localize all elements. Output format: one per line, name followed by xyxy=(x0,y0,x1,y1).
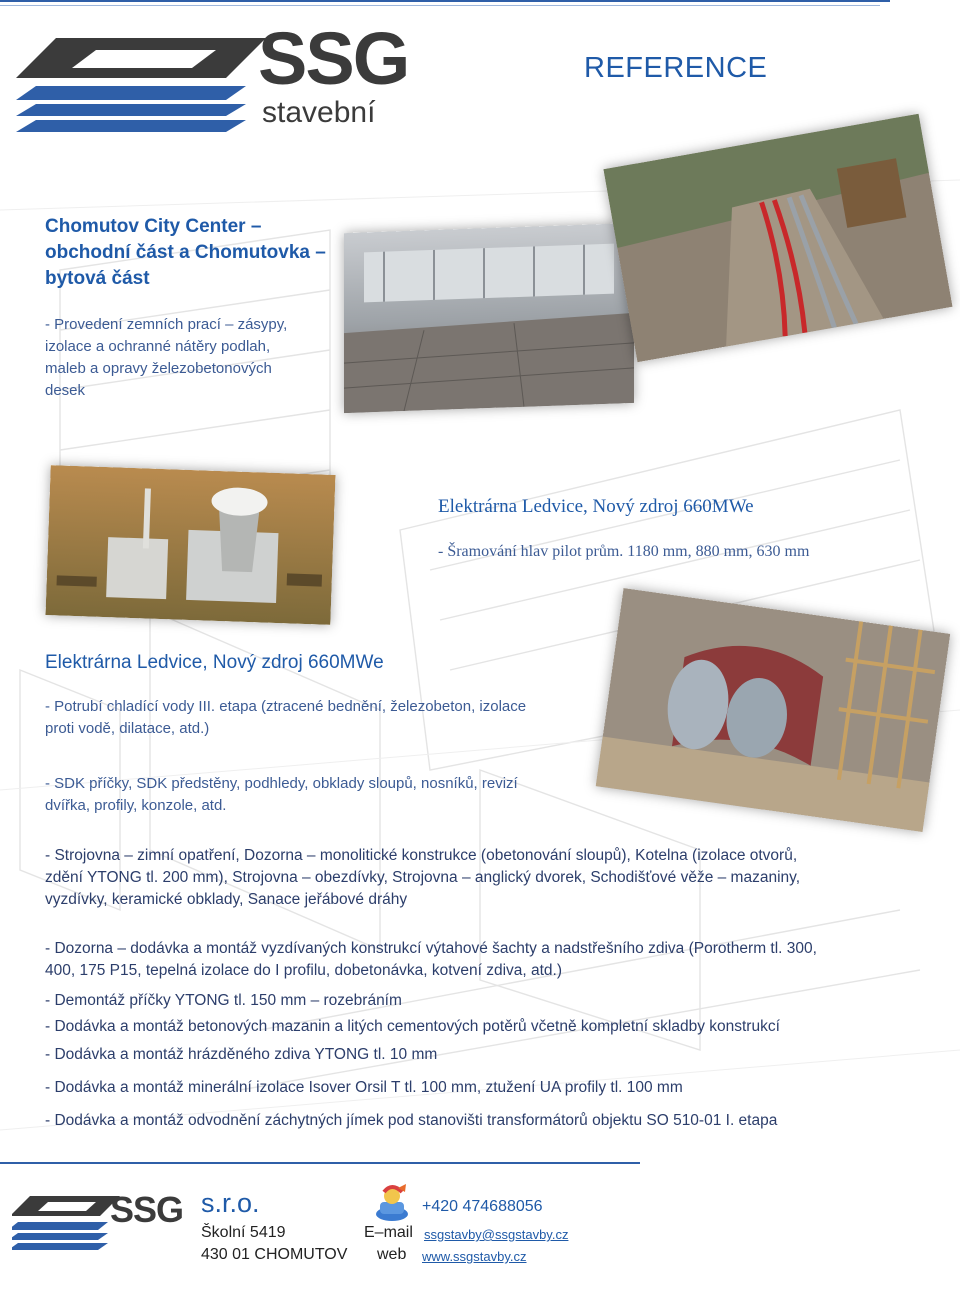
footer-web-label: web xyxy=(377,1246,407,1263)
header-rule-thin xyxy=(0,5,880,6)
section2-title: Elektrárna Ledvice, Nový zdroj 660MWe xyxy=(438,496,754,517)
footer-rule xyxy=(0,1162,640,1164)
section1-text-line: izolace a ochranné nátěry podlah, xyxy=(45,338,271,355)
section3-line: - Potrubí chladící vody III. etapa (ztracené bednění, železobeton, izolace xyxy=(45,698,527,715)
list-item: - Dozorna – dodávka a montáž vyzdívaných konstrukcí výtahové šachty a nadstřešního zdiva (Porotherm tl. 300, xyxy=(45,940,817,957)
list-item: - Dodávka a montáž betonových mazanin a litých cementových potěrů včetně kompletní skladby konstrukcí xyxy=(45,1018,780,1035)
footer-web-link[interactable]: www.ssgstavby.cz xyxy=(422,1249,527,1264)
section3-line: - SDK příčky, SDK předstěny, podhledy, obklady sloupů, nosníků, revizí xyxy=(45,775,518,792)
logo-wordmark: SSG xyxy=(258,17,409,100)
list-item: - Demontáž příčky YTONG tl. 150 mm – rozebráním xyxy=(45,992,402,1009)
footer-logo-mark-icon xyxy=(12,1192,122,1252)
list-item: zdění YTONG tl. 200 mm), Strojovna – obezdívky, Strojovna – anglický dvorek, Schodišťové věže – mazaniny, xyxy=(45,869,801,886)
photo-power-plant xyxy=(45,465,335,625)
section3-text-a xyxy=(45,696,526,740)
footer-city: 430 01 CHOMUTOV xyxy=(201,1246,348,1263)
logo-mark-icon xyxy=(16,28,266,138)
footer-email-link[interactable]: ssgstavby@ssgstavby.cz xyxy=(424,1227,569,1242)
list-item: - Dodávka a montáž hrázděného zdiva YTONG tl. 10 mm xyxy=(45,1046,438,1063)
items-block-2 xyxy=(45,938,925,982)
list-item: - Dodávka a montáž odvodnění záchytných jímek pod stanovišti transformátorů objektu SO 510-01 I. etapa xyxy=(45,1112,778,1129)
section3-line: proti vodě, dilatace, atd.) xyxy=(45,720,210,737)
photo-interior-hall xyxy=(344,223,634,413)
section1-title-line: obchodní část a Chomutovka – xyxy=(45,242,326,263)
header-rule xyxy=(0,0,890,2)
footer-company-suffix: s.r.o. xyxy=(201,1188,260,1218)
section1-title-line: bytová část xyxy=(45,268,150,289)
footer-street: Školní 5419 xyxy=(201,1224,286,1241)
list-item: vyzdívky, keramické obklady, Sanace jeřábové dráhy xyxy=(45,891,408,908)
section1-text-line: desek xyxy=(45,382,86,399)
section1-text xyxy=(45,314,287,402)
section1-title xyxy=(45,214,326,292)
footer-phone: +420 474688056 xyxy=(422,1198,543,1215)
footer-logo xyxy=(12,1189,192,1252)
section3-text-b xyxy=(45,773,518,817)
section1-text-line: maleb a opravy železobetonových xyxy=(45,360,272,377)
logo-subtitle: stavební xyxy=(262,96,376,129)
footer-email-label: E–mail xyxy=(364,1224,413,1241)
section1-title-line: Chomutov City Center – xyxy=(45,216,262,237)
section2-text: - Šramování hlav pilot prům. 1180 mm, 880 mm, 630 mm xyxy=(438,543,810,560)
footer-logo-wordmark: SSG xyxy=(110,1189,184,1230)
phone-clipart-icon xyxy=(372,1184,412,1224)
section1-text-line: - Provedení zemních prací – zásypy, xyxy=(45,316,288,333)
list-item: - Strojovna – zimní opatření, Dozorna – monolitické konstrukce (obetonování sloupů), Kotelna (izolace otvorů, xyxy=(45,847,798,864)
section3-title: Elektrárna Ledvice, Nový zdroj 660MWe xyxy=(45,652,384,673)
ssg-logo xyxy=(16,18,436,143)
page-title: REFERENCE xyxy=(584,52,768,84)
list-item: - Dodávka a montáž minerální izolace Isover Orsil T tl. 100 mm, ztužení UA profily tl. 100 mm xyxy=(45,1079,683,1096)
items-block-1 xyxy=(45,845,925,911)
section3-line: dvířka, profily, konzole, atd. xyxy=(45,797,227,814)
list-item: 400, 175 P15, tepelná izolace do I profilu, dobetonávka, kotvení zdiva, atd.) xyxy=(45,962,563,979)
